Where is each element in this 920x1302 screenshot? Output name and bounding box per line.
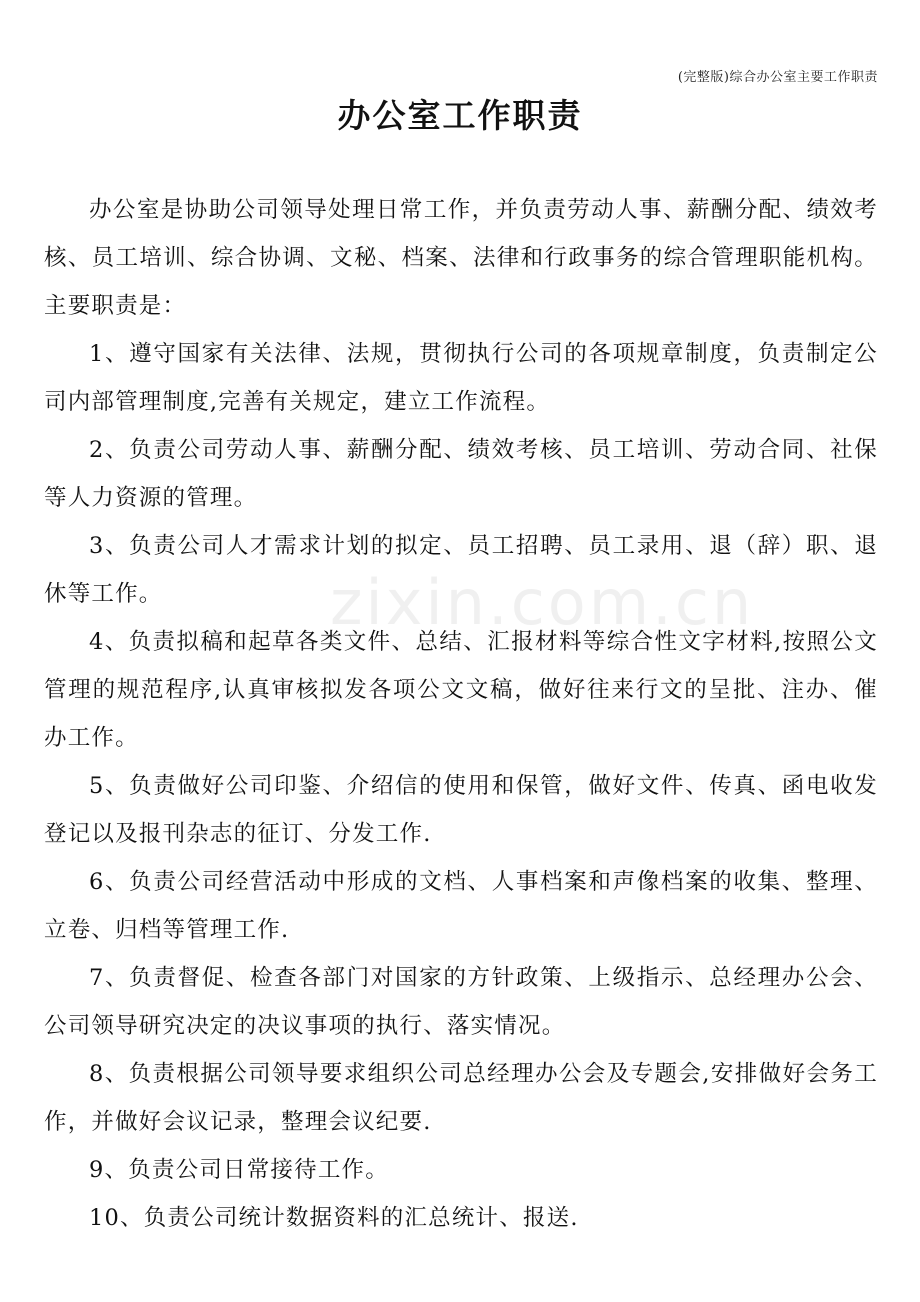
header-note: (完整版)综合办公室主要工作职责 xyxy=(677,70,878,85)
duty-item-2: 2、负责公司劳动人事、薪酬分配、绩效考核、员工培训、劳动合同、社保等人力资源的管理。 xyxy=(44,437,878,511)
duty-item-3: 3、负责公司人才需求计划的拟定、员工招聘、员工录用、退（辞）职、退休等工作。 xyxy=(44,533,878,607)
duty-item-1: 1、遵守国家有关法律、法规，贯彻执行公司的各项规章制度，负责制定公司内部管理制度,完善有关规定，建立工作流程。 xyxy=(44,341,878,415)
duty-item-7: 7、负责督促、检查各部门对国家的方针政策、上级指示、总经理办公会、公司领导研究决定的决议事项的执行、落实情况。 xyxy=(44,965,878,1039)
duty-item-9: 9、负责公司日常接待工作。 xyxy=(89,1157,389,1183)
duty-item-8: 8、负责根据公司领导要求组织公司总经理办公会及专题会,安排做好会务工作，并做好会议记录，整理会议纪要. xyxy=(44,1061,878,1135)
duty-item-6: 6、负责公司经营活动中形成的文档、人事档案和声像档案的收集、整理、立卷、归档等管理工作. xyxy=(44,869,878,943)
watermark: zixin.com.cn xyxy=(330,566,755,639)
duty-item-10: 10、负责公司统计数据资料的汇总统计、报送. xyxy=(89,1205,579,1231)
document-body xyxy=(44,186,878,1242)
duty-item-4: 4、负责拟稿和起草各类文件、总结、汇报材料等综合性文字材料,按照公文管理的规范程序,认真审核拟发各项公文文稿，做好往来行文的呈批、注办、催办工作。 xyxy=(44,629,878,751)
page-title: 办公室工作职责 xyxy=(337,96,583,135)
intro-paragraph: 办公室是协助公司领导处理日常工作，并负责劳动人事、薪酬分配、绩效考核、员工培训、综合协调、文秘、档案、法律和行政事务的综合管理职能机构。主要职责是： xyxy=(44,197,878,319)
duty-item-5: 5、负责做好公司印鉴、介绍信的使用和保管，做好文件、传真、函电收发登记以及报刊杂志的征订、分发工作. xyxy=(44,773,878,847)
